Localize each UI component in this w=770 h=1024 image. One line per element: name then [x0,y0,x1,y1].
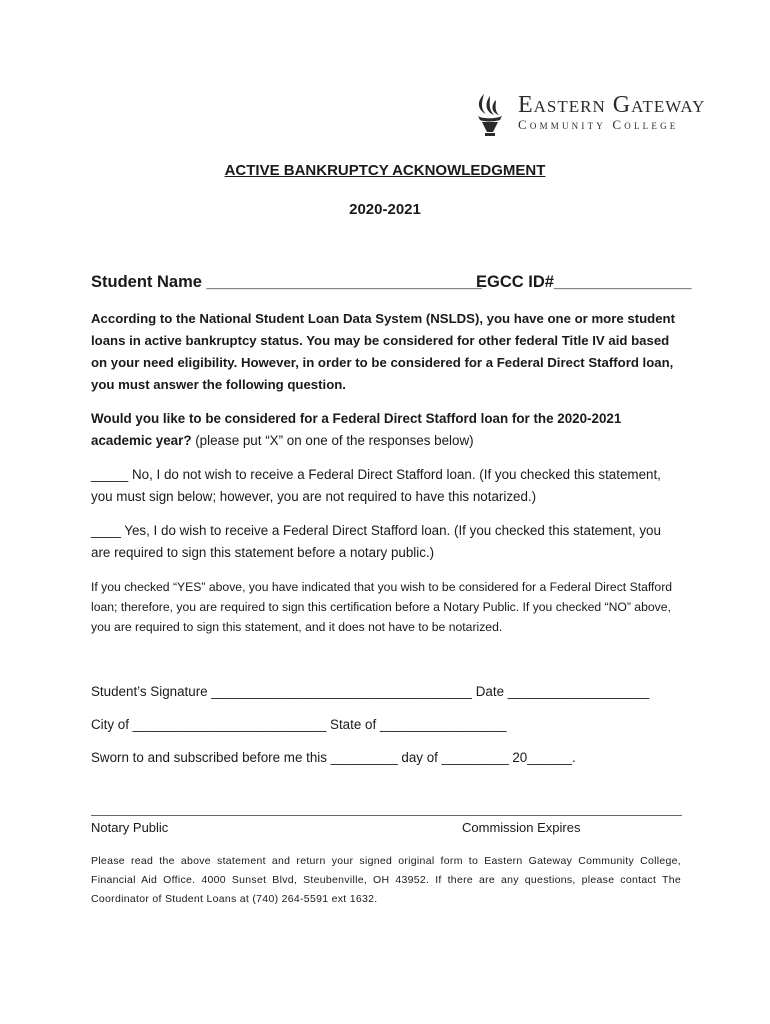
question-paragraph [91,408,681,452]
college-logo [470,92,730,138]
intro-paragraph: According to the National Student Loan Data System (NSLDS), you have one or more student loans in active bankruptcy status. You may be considered for other federal Title IV aid based on your need eligibility. However, in order to be considered for a Federal Direct Stafford loan, you must answer the following question. [91,311,675,392]
question-instruction-text: (please put “X” on one of the responses below) [191,433,474,448]
egcc-id-field[interactable]: EGCC ID#_______________ [476,273,692,291]
notary-public-label: Notary Public [91,820,169,835]
form-title: ACTIVE BANKRUPTCY ACKNOWLEDGMENT [224,162,546,179]
logo-line-1: Eastern Gateway [518,92,706,118]
student-signature-line[interactable]: Student’s Signature ___________________________________ Date ___________________ [91,684,650,699]
question-bold-text: Would you like to be considered for a Federal Direct Stafford loan for the 2020-2021 academic year? [91,411,622,448]
commission-expires-label: Commission Expires [462,820,581,835]
award-year: 2020-2021 [349,201,421,218]
instructions-paragraph: If you checked “YES” above, you have indicated that you wish to be considered for a Federal Direct Stafford loan; therefore, you are required to sign this certification before a Notary Public. If you checked “NO” above, you are required to sign this statement, and it does not have to be notarized. [91,580,673,634]
sworn-line[interactable]: Sworn to and subscribed before me this _________ day of _________ 20______. [91,750,576,765]
option-no[interactable]: _____ No, I do not wish to receive a Federal Direct Stafford loan. (If you checked this statement, you must sign below; however, you are not required to have this notarized.) [91,467,661,504]
logo-line-2: Community College [518,117,679,132]
city-state-line[interactable]: City of __________________________ State of _________________ [91,717,507,732]
notary-divider [91,815,682,816]
torch-flame-icon [470,92,510,138]
footer-contact-text: Please read the above statement and return your signed original form to Eastern Gateway Community College, Financial Aid Office. 4000 Sunset Blvd, Steubenville, OH 43952. If there are any questions, please contact The Coordinator of Student Loans at (740) 264-5591 ext 1632. [91,855,681,905]
option-yes[interactable]: ____ Yes, I do wish to receive a Federal Direct Stafford loan. (If you checked this statement, you are required to sign this statement before a notary public.) [91,523,661,560]
student-name-field[interactable]: Student Name ______________________________ [91,273,482,291]
